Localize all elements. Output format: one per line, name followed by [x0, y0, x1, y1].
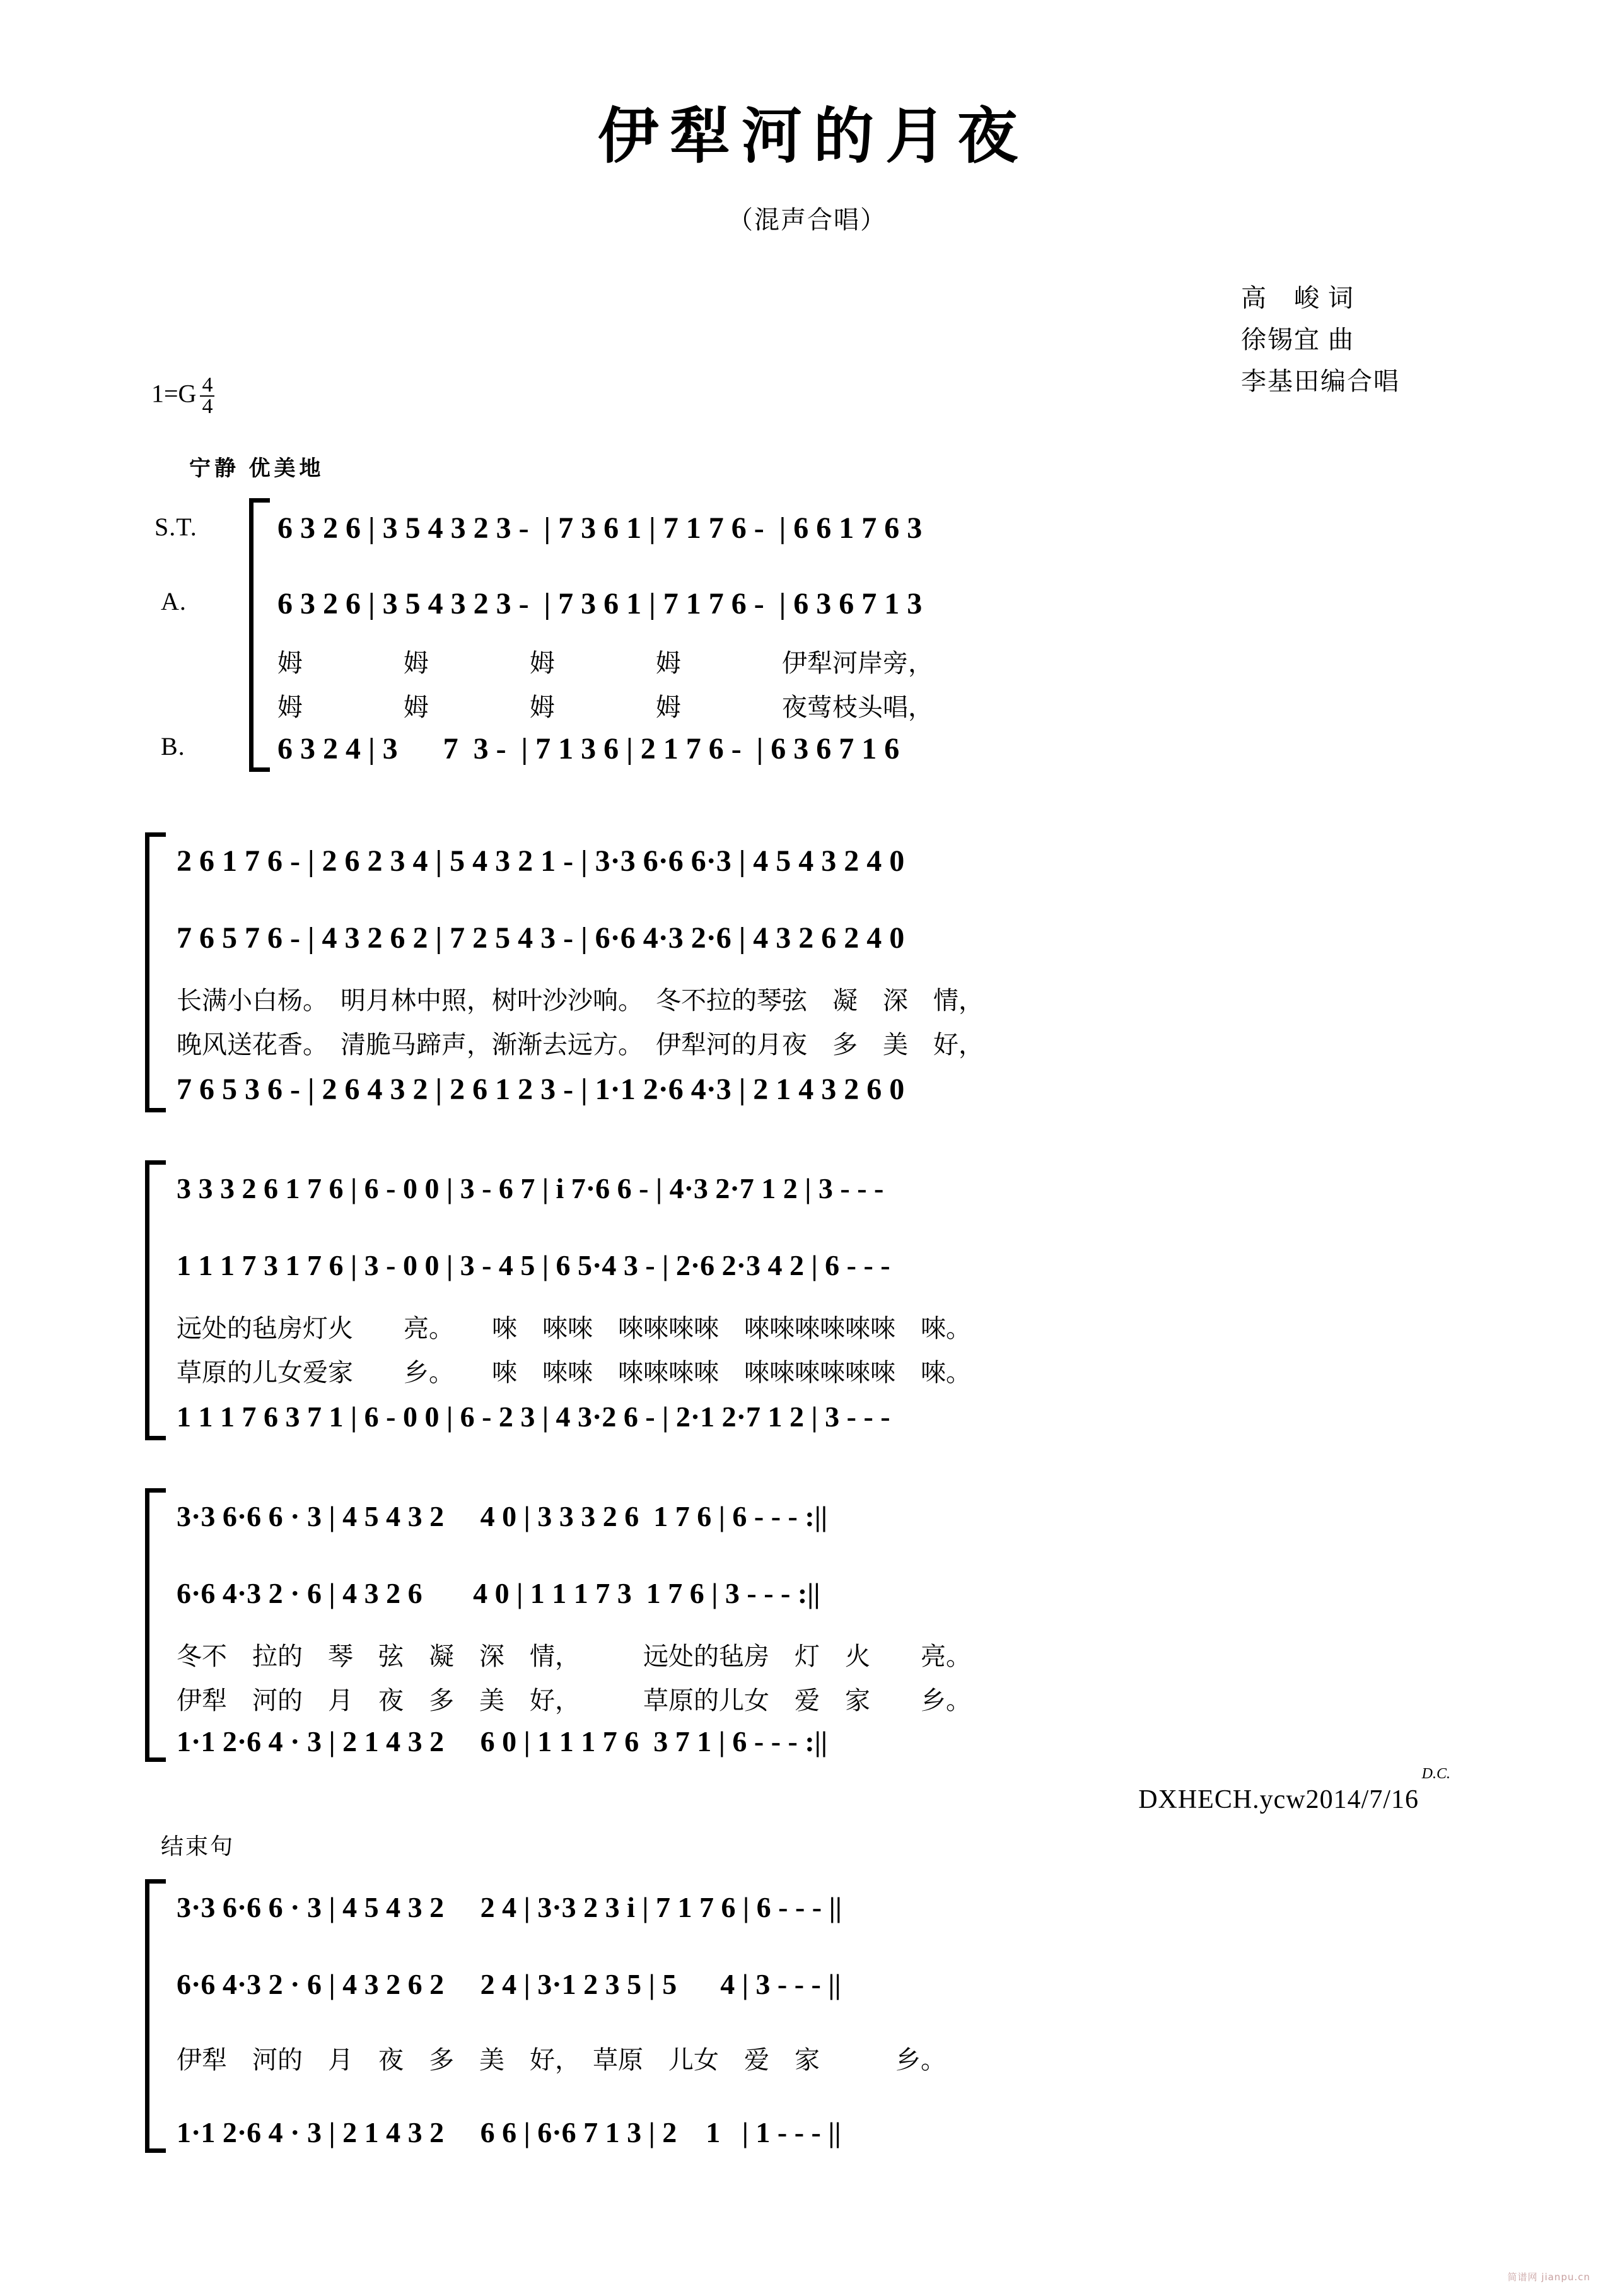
time-signature: $\frac{4}{4}$: [200, 375, 214, 417]
lyrics-verse2: 伊犁 河的 月 夜 多 美 好， 草原的儿女 爱 家 乡。: [177, 1686, 971, 1715]
part-label-b: B.: [161, 732, 185, 760]
credit-composer: 徐锡宜 曲: [1241, 325, 1355, 354]
notes-st: 2 6 1 7 6 - | 2 6 2 3 4 | 5 4 3 2 1 - | 3·3 6·6 6·3 | 4 5 4 3 2 4 0: [177, 844, 905, 878]
part-label-st: S.T.: [154, 513, 197, 541]
lyrics-verse1: 冬不 拉的 琴 弦 凝 深 情， 远处的毡房 灯 火 亮。: [177, 1642, 971, 1671]
signature-line: DXHECH.ycw2014/7/16: [1138, 1785, 1419, 1814]
notes-a: 1 1 1 7 3 1 7 6 | 3 - 0 0 | 3 - 4 5 | 6 5·4 3 - | 2·6 2·3 4 2 | 6 - - -: [177, 1249, 890, 1281]
system-bracket: [145, 1488, 166, 1762]
system-2: [142, 832, 1472, 1122]
notes-st: 3·3 6·6 6 · 3 | 4 5 4 3 2 4 0 | 3 3 3 2 6 1 7 6 | 6 - - - :||: [177, 1500, 827, 1532]
notes-st: 3 3 3 2 6 1 7 6 | 6 - 0 0 | 3 - 6 7 | i 7·6 6 - | 4·3 2·7 1 2 | 3 - - -: [177, 1172, 884, 1204]
subtitle: （混声合唱）: [728, 206, 887, 234]
watermark: 简谱网 jianpu.cn: [1507, 2271, 1590, 2283]
notes-st: 3·3 6·6 6 · 3 | 4 5 4 3 2 2 4 | 3·3 2 3 i | 7 1 7 6 | 6 - - - ||: [177, 1891, 842, 1923]
lyrics-verse1: 伊犁 河的 月 夜 多 美 好， 草原 儿女 爱 家 乡。: [177, 2046, 946, 2075]
lyrics-verse2: 晚风送花香。 清脆马蹄声，渐渐去远方。 伊犁河的月夜 多 美 好，: [177, 1030, 984, 1059]
lyrics-verse1: 姆 姆 姆 姆 伊犁河岸旁，: [277, 649, 933, 678]
system-3: [142, 1160, 1472, 1450]
system-1: [142, 498, 1472, 782]
key-signature: [151, 375, 214, 417]
coda-label: 结束句: [161, 1834, 235, 1860]
lyrics-verse2: 草原的儿女爱家 乡。 唻 唻唻 唻唻唻唻 唻唻唻唻唻唻 唻。: [177, 1358, 971, 1387]
system-bracket: [249, 498, 270, 772]
dc-marking: D.C.: [1421, 1766, 1450, 1782]
sheet-music-page: [0, 88, 1608, 2296]
system-5: [142, 1879, 1472, 2163]
notes-a: 7 6 5 7 6 - | 4 3 2 6 2 | 7 2 5 4 3 - | 6·6 4·3 2·6 | 4 3 2 6 2 4 0: [177, 921, 905, 955]
notes-b: 1·1 2·6 4 · 3 | 2 1 4 3 2 6 0 | 1 1 1 7 6 3 7 1 | 6 - - - :||: [177, 1725, 827, 1757]
system-bracket: [145, 832, 166, 1112]
lyrics-verse1: 远处的毡房灯火 亮。 唻 唻唻 唻唻唻唻 唻唻唻唻唻唻 唻。: [177, 1314, 971, 1343]
notes-b: 7 6 5 3 6 - | 2 6 4 3 2 | 2 6 1 2 3 - | 1·1 2·6 4·3 | 2 1 4 3 2 6 0: [177, 1073, 905, 1106]
notes-b: 1 1 1 7 6 3 7 1 | 6 - 0 0 | 6 - 2 3 | 4 3·2 6 - | 2·1 2·7 1 2 | 3 - - -: [177, 1401, 890, 1433]
lyrics-verse2: 姆 姆 姆 姆 夜莺枝头唱，: [277, 693, 933, 722]
system-4: [142, 1488, 1472, 1772]
notes-b: 1·1 2·6 4 · 3 | 2 1 4 3 2 6 6 | 6·6 7 1 3 | 2 1 | 1 - - - ||: [177, 2116, 841, 2148]
page-title: 伊犁河的月夜: [598, 100, 1029, 172]
lyrics-verse1: 长满小白杨。 明月林中照，树叶沙沙响。 冬不拉的琴弦 凝 深 情，: [177, 986, 984, 1015]
key-signature-text: 1=G: [151, 379, 197, 408]
notes-a: 6 3 2 6 | 3 5 4 3 2 3 - | 7 3 6 1 | 7 1 7 6 - | 6 3 6 7 1 3: [277, 587, 923, 621]
notes-st: 6 3 2 6 | 3 5 4 3 2 3 - | 7 3 6 1 | 7 1 7 6 - | 6 6 1 7 6 3: [277, 511, 923, 545]
system-bracket: [145, 1879, 166, 2153]
notes-a: 6·6 4·3 2 · 6 | 4 3 2 6 4 0 | 1 1 1 7 3 1 7 6 | 3 - - - :||: [177, 1577, 820, 1609]
notes-b: 6 3 2 4 | 3 7 3 - | 7 1 3 6 | 2 1 7 6 - | 6 3 6 7 1 6: [277, 732, 900, 766]
system-bracket: [145, 1160, 166, 1440]
part-label-a: A.: [161, 587, 187, 615]
credits-block: [1241, 277, 1400, 402]
notes-a: 6·6 4·3 2 · 6 | 4 3 2 6 2 2 4 | 3·1 2 3 5 | 5 4 | 3 - - - ||: [177, 1968, 841, 2000]
credit-arranger: 李基田编合唱: [1241, 367, 1400, 395]
tempo-marking: 宁静 优美地: [189, 457, 325, 481]
credit-lyricist: 高 峻 词: [1241, 284, 1355, 312]
